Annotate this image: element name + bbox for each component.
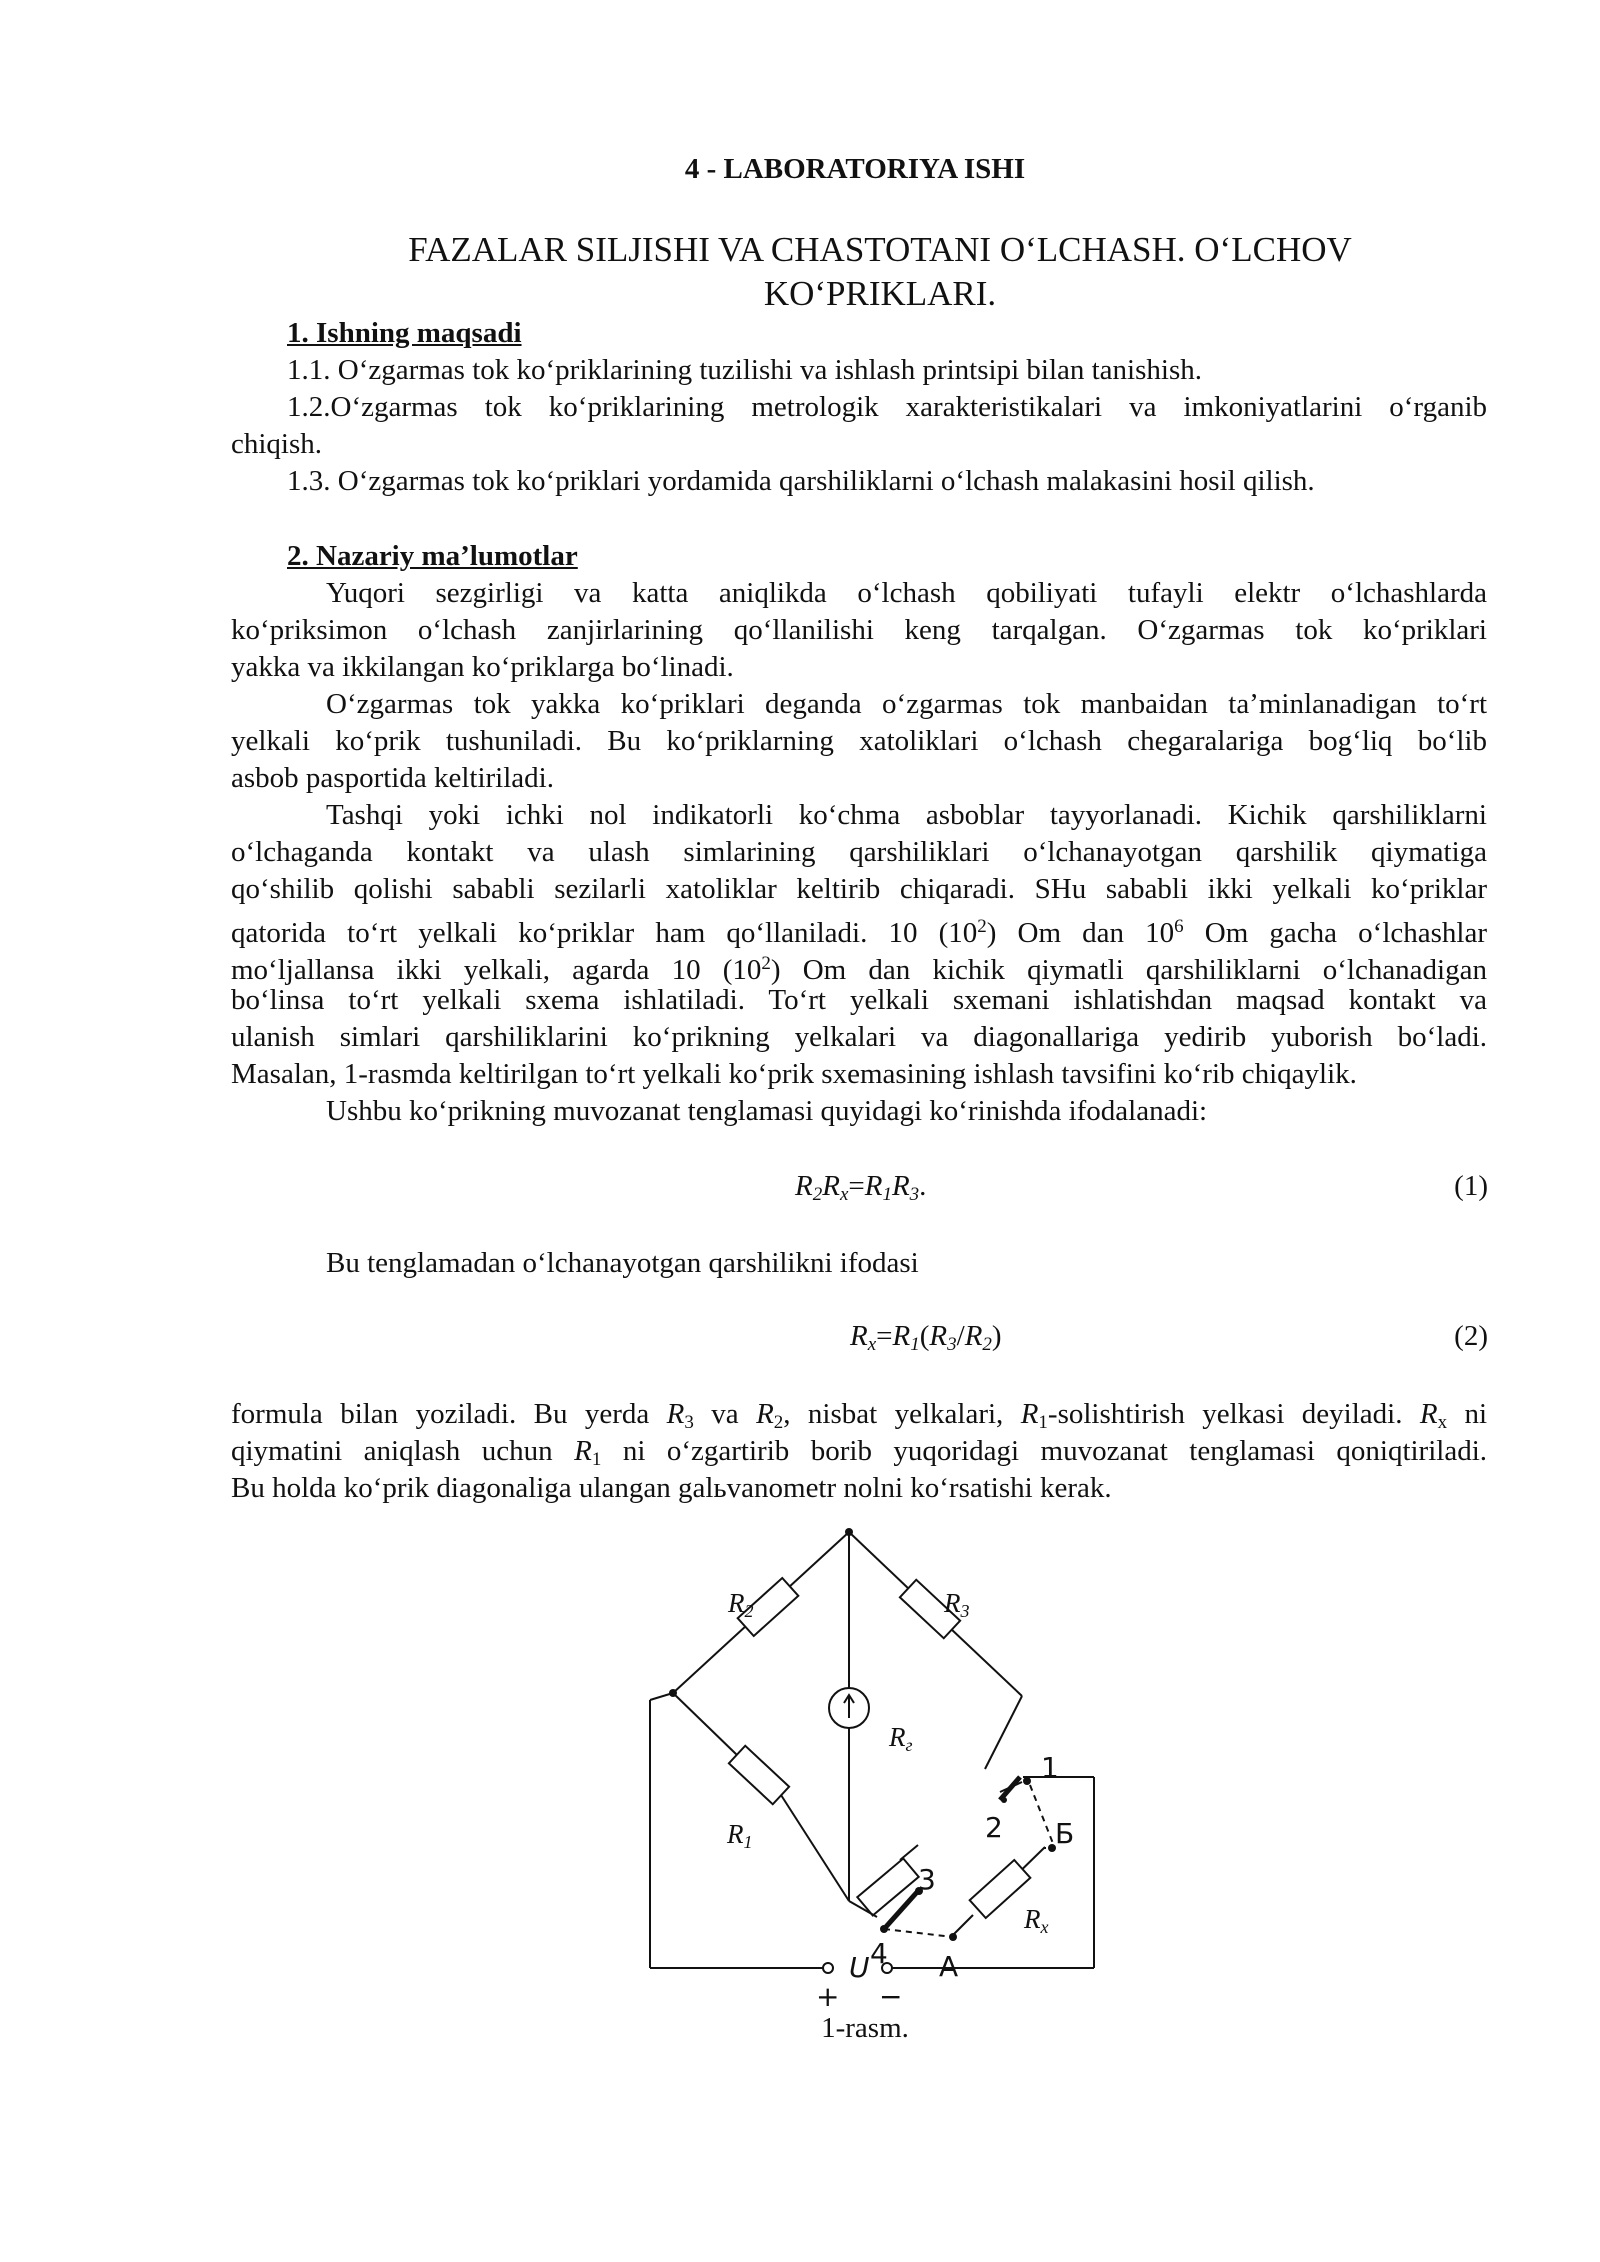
bridge-circuit-diagram [630, 1520, 1130, 2020]
paragraph-4: Ushbu ko‘prikning muvozanat tenglamasi quyidagi ko‘rinishda ifodalanadi: [326, 1095, 1208, 1127]
equation-1: $R_2R_x=R_1R_3$. [795, 1170, 927, 1205]
label-rg: Rг [889, 1722, 913, 1755]
main-title-line2: KO‘PRIKLARI. [763, 274, 997, 313]
paragraph-3-line: qatorida to‘rt yelkali ko‘priklar ham qo‘llaniladi. 10 $(10^2)$ Om dan $10^6$ Om gacha o‘lchashlar [231, 916, 1488, 949]
paragraph-3-line: Tashqi yoki ichki nol indikatorli ko‘chma asboblar tayyorlanadi. Kichik qarshiliklarni [326, 799, 1487, 831]
equation-2-number: (2) [1454, 1320, 1488, 1352]
node-a-label: А [939, 1950, 959, 1983]
paragraph-3-line: o‘lchaganda kontakt va ulash simlarining qarshiliklari o‘lchanayotgan qarshilik qiymatiga [231, 836, 1487, 868]
paragraph-5: Bu tenglamadan o‘lchanayotgan qarshilikni ifodasi [326, 1247, 919, 1279]
paragraph-2-line: asbob pasportida keltiriladi. [231, 762, 554, 794]
source-u-label: U [849, 1951, 870, 1984]
node-b-label: Б [1055, 1817, 1075, 1850]
paragraph-1-line: Yuqori sezgirligi va katta aniqlikda o‘lchash qobiliyati tufayli elektr o‘lchashlarda [326, 577, 1487, 609]
goal-item-3: 1.3. O‘zgarmas tok ko‘priklari yordamida qarshiliklarni o‘lchash malakasini hosil qilish. [287, 465, 1315, 497]
resistor-rx [970, 1860, 1031, 1918]
plus-sign: + [816, 1980, 840, 2013]
paragraph-6-line: qiymatini aniqlash uchun $R_1$ ni o‘zgartirib borib yuqoridagi muvozanat tenglamasi qoniqtiriladi. [231, 1435, 1488, 1470]
paragraph-3-line: qo‘shilib qolishi sababli sezilarli xatoliklar keltirib chiqaradi. SHu sababli ikki yelkali ko‘priklar [231, 873, 1487, 905]
goal-item-1: 1.1. O‘zgarmas tok ko‘priklarining tuzilishi va ishlash printsipi bilan tanishish. [287, 354, 1202, 386]
paragraph-2-line: yelkali ko‘prik tushuniladi. Bu ko‘priklarning xatoliklari o‘lchash chegaralariga bog‘liq bo‘lib [231, 725, 1487, 757]
goal-item-2: 1.2.O‘zgarmas tok ko‘priklarining metrologik xarakteristikalari va imkoniyatlarini o‘rganib [287, 391, 1487, 423]
resistor-r-low [857, 1859, 918, 1916]
paragraph-3-line: ulanish simlari qarshiliklarini ko‘prikning yelkalari va diagonallariga yedirib yuborish bo‘ladi. [231, 1021, 1487, 1053]
node-1-label: 1 [1041, 1751, 1059, 1784]
minus-sign: − [879, 1980, 903, 2013]
node-4-label: 4 [870, 1937, 888, 1970]
paragraph-3-line: Masalan, 1-rasmda keltirilgan to‘rt yelkali ko‘prik sxemasining ishlash tavsifini ko‘rib chiqaylik. [231, 1058, 1357, 1090]
equation-1-number: (1) [1454, 1170, 1488, 1202]
paragraph-2-line: O‘zgarmas tok yakka ko‘priklari deganda o‘zgarmas tok manbaidan ta’minlanadigan to‘rt [326, 688, 1487, 720]
paragraph-6-line: Bu holda ko‘prik diagonaliga ulangan galьvanometr nolni ko‘rsatishi kerak. [231, 1472, 1112, 1504]
equation-2: $R_x=R_1(R_3/R_2)$ [850, 1320, 1002, 1355]
paragraph-3-line: bo‘linsa to‘rt yelkali sxema ishlatiladi. To‘rt yelkali sxemani ishlatishdan maqsad kontakt va [231, 984, 1487, 1016]
figure-caption: 1-rasm. [821, 2012, 909, 2044]
paragraph-3-line: mo‘ljallansa ikki yelkali, agarda 10 $(10^2)$ Om dan kichik qiymatli qarshiliklarni o‘lchanadigan [231, 953, 1487, 986]
paragraph-6-line: formula bilan yoziladi. Bu yerda $R_3$ va $R_2$, nisbat yelkalari, $R_1$-solishtirish yelkasi deyiladi. $R_x$ ni [231, 1398, 1488, 1433]
section1-heading: 1. Ishning maqsadi [287, 317, 522, 349]
resistor-r1 [729, 1746, 789, 1804]
paragraph-1-line: ko‘priksimon o‘lchash zanjirlarining qo‘llanilishi keng tarqalgan. O‘zgarmas tok ko‘priklari [231, 614, 1487, 646]
node-2-label: 2 [985, 1811, 1003, 1844]
section2-heading: 2. Nazariy ma’lumotlar [287, 540, 578, 572]
label-r2: R2 [728, 1588, 754, 1621]
label-rx: Rx [1024, 1904, 1049, 1937]
node-3-label: 3 [918, 1863, 936, 1896]
paragraph-1-line: yakka va ikkilangan ko‘priklarga bo‘linadi. [231, 651, 734, 683]
switch-contact-2 [1000, 1777, 1020, 1800]
label-r1: R1 [727, 1819, 753, 1852]
lab-title: 4 - LABORATORIYA ISHI [684, 153, 1026, 185]
goal-item-2-cont: chiqish. [231, 428, 323, 460]
main-title-line1: FAZALAR SILJISHI VA CHASTOTANI O‘LCHASH. O‘LCHOV [408, 230, 1352, 269]
label-r3: R3 [944, 1588, 970, 1621]
